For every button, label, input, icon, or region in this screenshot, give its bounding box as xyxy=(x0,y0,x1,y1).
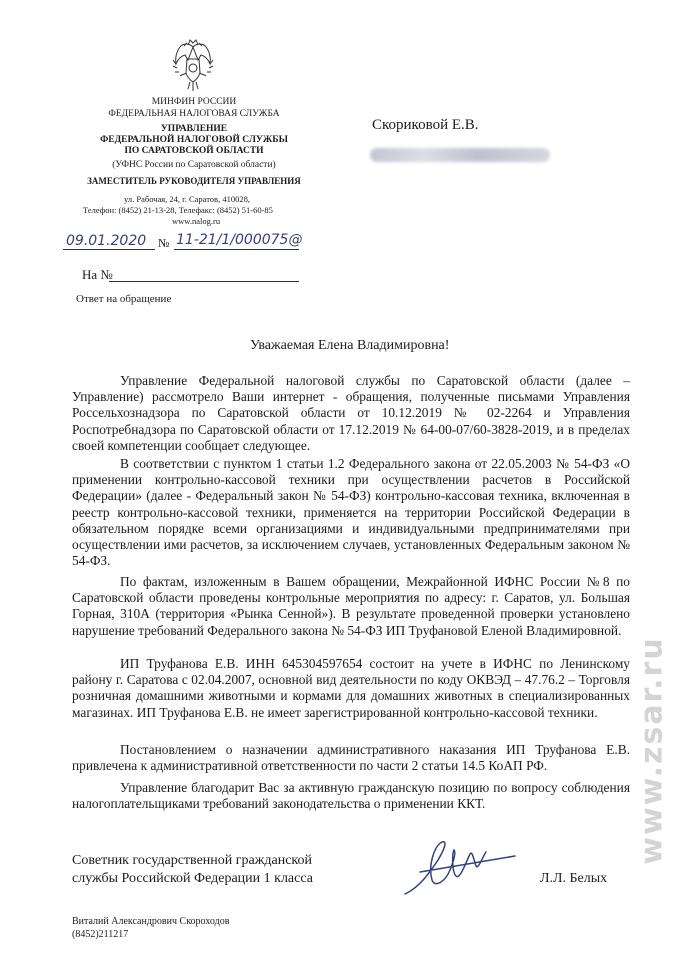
sender-website: www.nalog.ru xyxy=(172,216,221,226)
department-line-2: ФЕДЕРАЛЬНОЙ НАЛОГОВОЙ СЛУЖБЫ xyxy=(100,135,288,145)
sender-phones: Телефон: (8452) 21-13-28, Телефакс: (8452) 51-60-85 xyxy=(83,205,273,215)
department-abbreviation: (УФНС России по Саратовской области) xyxy=(112,160,276,170)
department-line-3: ПО САРАТОВСКОЙ ОБЛАСТИ xyxy=(124,146,264,156)
service-name: ФЕДЕРАЛЬНАЯ НАЛОГОВАЯ СЛУЖБА xyxy=(108,109,280,119)
recipient-name: Скориковой Е.В. xyxy=(372,117,479,133)
letter-subject: Ответ на обращение xyxy=(76,293,172,305)
signatory-title-line-1: Советник государственной гражданской xyxy=(72,853,313,868)
body-paragraph-2: В соответствии с пунктом 1 статьи 1.2 Федерального закона от 22.05.2003 № 54-ФЗ «О применении контрольно-кассовой техники при осуществлении расчетов в Российской Федерации» (далее - Федеральный закон № 54-ФЗ) контрольно-кассовая техника, включенная в реестр контрольно-кассовой техники, применяется на территории Российской Федерации в обязательном порядке всеми организациями и индивидуальными предпринимателями при осуществлении ими расчетов, за исключением случаев, установленных Федеральным законом № 54-ФЗ. xyxy=(72,456,630,569)
body-paragraph-3: По фактам, изложенным в Вашем обращении, Межрайонной ИФНС России №8 по Саратовской области проведены контрольные мероприятия по адресу: г. Саратов, ул. Большая Горная, 310А (территория «Рынка Сенной»). В результате проведенной проверки установлено нарушение требований Федерального закона № 54-ФЗ ИП Труфановой Еленой Владимировной. xyxy=(72,574,630,638)
reply-to-label: На № xyxy=(82,267,113,282)
signatory-title-line-2: службы Российской Федерации 1 класса xyxy=(72,871,313,886)
executor-name: Виталий Александрович Скороходов xyxy=(72,916,230,927)
watermark-text: www.zsar.ru xyxy=(634,635,670,865)
registration-number-underline xyxy=(174,249,299,250)
salutation: Уважаемая Елена Владимировна! xyxy=(250,338,450,353)
registration-date-underline xyxy=(63,249,155,250)
signatory-position: ЗАМЕСТИТЕЛЬ РУКОВОДИТЕЛЯ УПРАВЛЕНИЯ xyxy=(87,176,301,186)
registration-date: 09.01.2020 xyxy=(66,233,147,249)
registration-number-sign: № xyxy=(158,236,170,250)
russian-coat-of-arms-icon xyxy=(168,38,218,94)
body-paragraph-4: ИП Труфанова Е.В. ИНН 645304597654 состоит на учете в ИФНС по Ленинскому району г. Саратова с 02.04.2007, основной вид деятельности по коду ОКВЭД – 47.76.2 – Торговля розничная домашними животными и кормами для домашних животных в специализированных магазинах. ИП Труфанова Е.В. не имеет зарегистрированной контрольно-кассовой техники. xyxy=(72,656,630,720)
reply-to-underline xyxy=(109,281,299,282)
body-paragraph-5: Постановлением о назначении административного наказания ИП Труфанова Е.В. привлечена к административной ответственности по части 2 статьи 14.5 КоАП РФ. xyxy=(72,742,630,774)
signatory-name: Л.Л. Белых xyxy=(540,871,608,886)
sender-address: ул. Рабочая, 24, г. Саратов, 410028, xyxy=(124,194,250,204)
body-paragraph-6: Управление благодарит Вас за активную гражданскую позицию по вопросу соблюдения налогоплательщиками требований законодательства о применении ККТ. xyxy=(72,780,630,812)
ministry-name: МИНФИН РОССИИ xyxy=(151,97,237,107)
site-watermark xyxy=(630,560,674,940)
redacted-recipient-email xyxy=(370,148,550,162)
executor-phone: (8452)211217 xyxy=(72,929,129,940)
registration-number: 11-21/1/000075@ xyxy=(176,232,303,248)
department-line-1: УПРАВЛЕНИЕ xyxy=(160,124,228,134)
body-paragraph-1: Управление Федеральной налоговой службы по Саратовской области (далее – Управление) рассмотрело Ваши интернет - обращения, полученные письмами Управления Россельхознадзора по Саратовской области от 10.12.2019 № 02-2264 и Управления Роспотребнадзора по Саратовской области от 17.12.2019 № 64-00-07/60-3828-2019, и в пределах своей компетенции сообщает следующее. xyxy=(72,373,630,453)
handwritten-signature xyxy=(390,832,530,902)
